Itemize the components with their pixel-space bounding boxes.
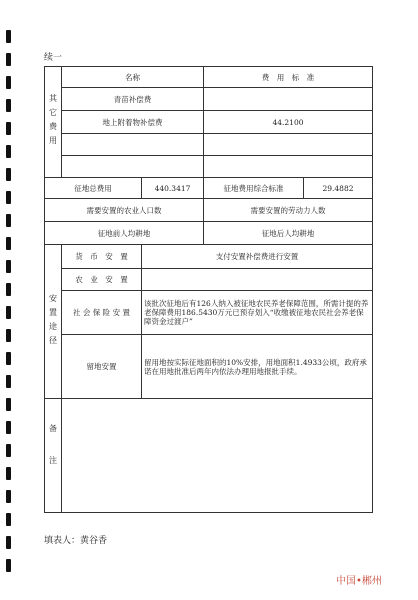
resettlement-desc: 留用地按实际征地面积的10%安排，用地面积1.4933公顷，政府承诺在用地批准后两年内依法办理用地报批手续。 (142, 335, 373, 399)
resettlement-desc: 该批次征地后有126人纳入被征地农民养老保障范围，所需计提的养老保障费用186.5430万元已预存划入“收缴被征地农民社会养老保障资金过渡户” (142, 291, 373, 335)
fee-value-cell: 44.2100 (204, 111, 373, 134)
name-header: 名称 (62, 67, 204, 88)
filler-line (44, 533, 107, 546)
filler-label: 填表人： (44, 536, 81, 546)
fee-value-cell (204, 88, 373, 111)
fee-name-cell: 地上附着物补偿费 (62, 111, 204, 134)
total-fee-value: 440.3417 (142, 178, 204, 199)
empty-cell (204, 156, 373, 178)
resettlement-label: 安置途径 (45, 245, 62, 399)
empty-cell (62, 134, 204, 156)
land-acquisition-table (44, 66, 373, 513)
binder-holes (6, 30, 12, 585)
remarks-label: 备注 (45, 399, 62, 513)
resettlement-desc: 支付安置补偿费进行安置 (142, 245, 373, 269)
resettlement-type: 留地安置 (62, 335, 142, 399)
resettlement-type: 货 币 安 置 (62, 245, 142, 269)
watermark: 中国•郴州 (336, 576, 382, 587)
resettlement-type: 农 业 安 置 (62, 269, 142, 291)
resettlement-type: 社 会 保 险 安 置 (62, 291, 142, 335)
composite-standard-value: 29.4882 (304, 178, 373, 199)
other-fees-label: 其它费用 (45, 67, 62, 178)
fee-name-cell: 青苗补偿费 (62, 88, 204, 111)
composite-standard-label: 征地费用综合标准 (204, 178, 304, 199)
total-fee-label: 征地总费用 (45, 178, 142, 199)
remarks-content (62, 399, 373, 513)
continued-label: 续一 (44, 53, 63, 63)
agri-population-label: 需要安置的农业人口数 (45, 199, 204, 222)
resettlement-desc (142, 269, 373, 291)
farmland-before-label: 征地前人均耕地 (45, 222, 204, 245)
labor-force-label: 需要安置的劳动力人数 (204, 199, 373, 222)
farmland-after-label: 征地后人均耕地 (204, 222, 373, 245)
fee-header: 费 用 标 准 (204, 67, 373, 88)
filler-name: 黄谷香 (80, 536, 108, 546)
empty-cell (62, 156, 204, 178)
empty-cell (204, 134, 373, 156)
